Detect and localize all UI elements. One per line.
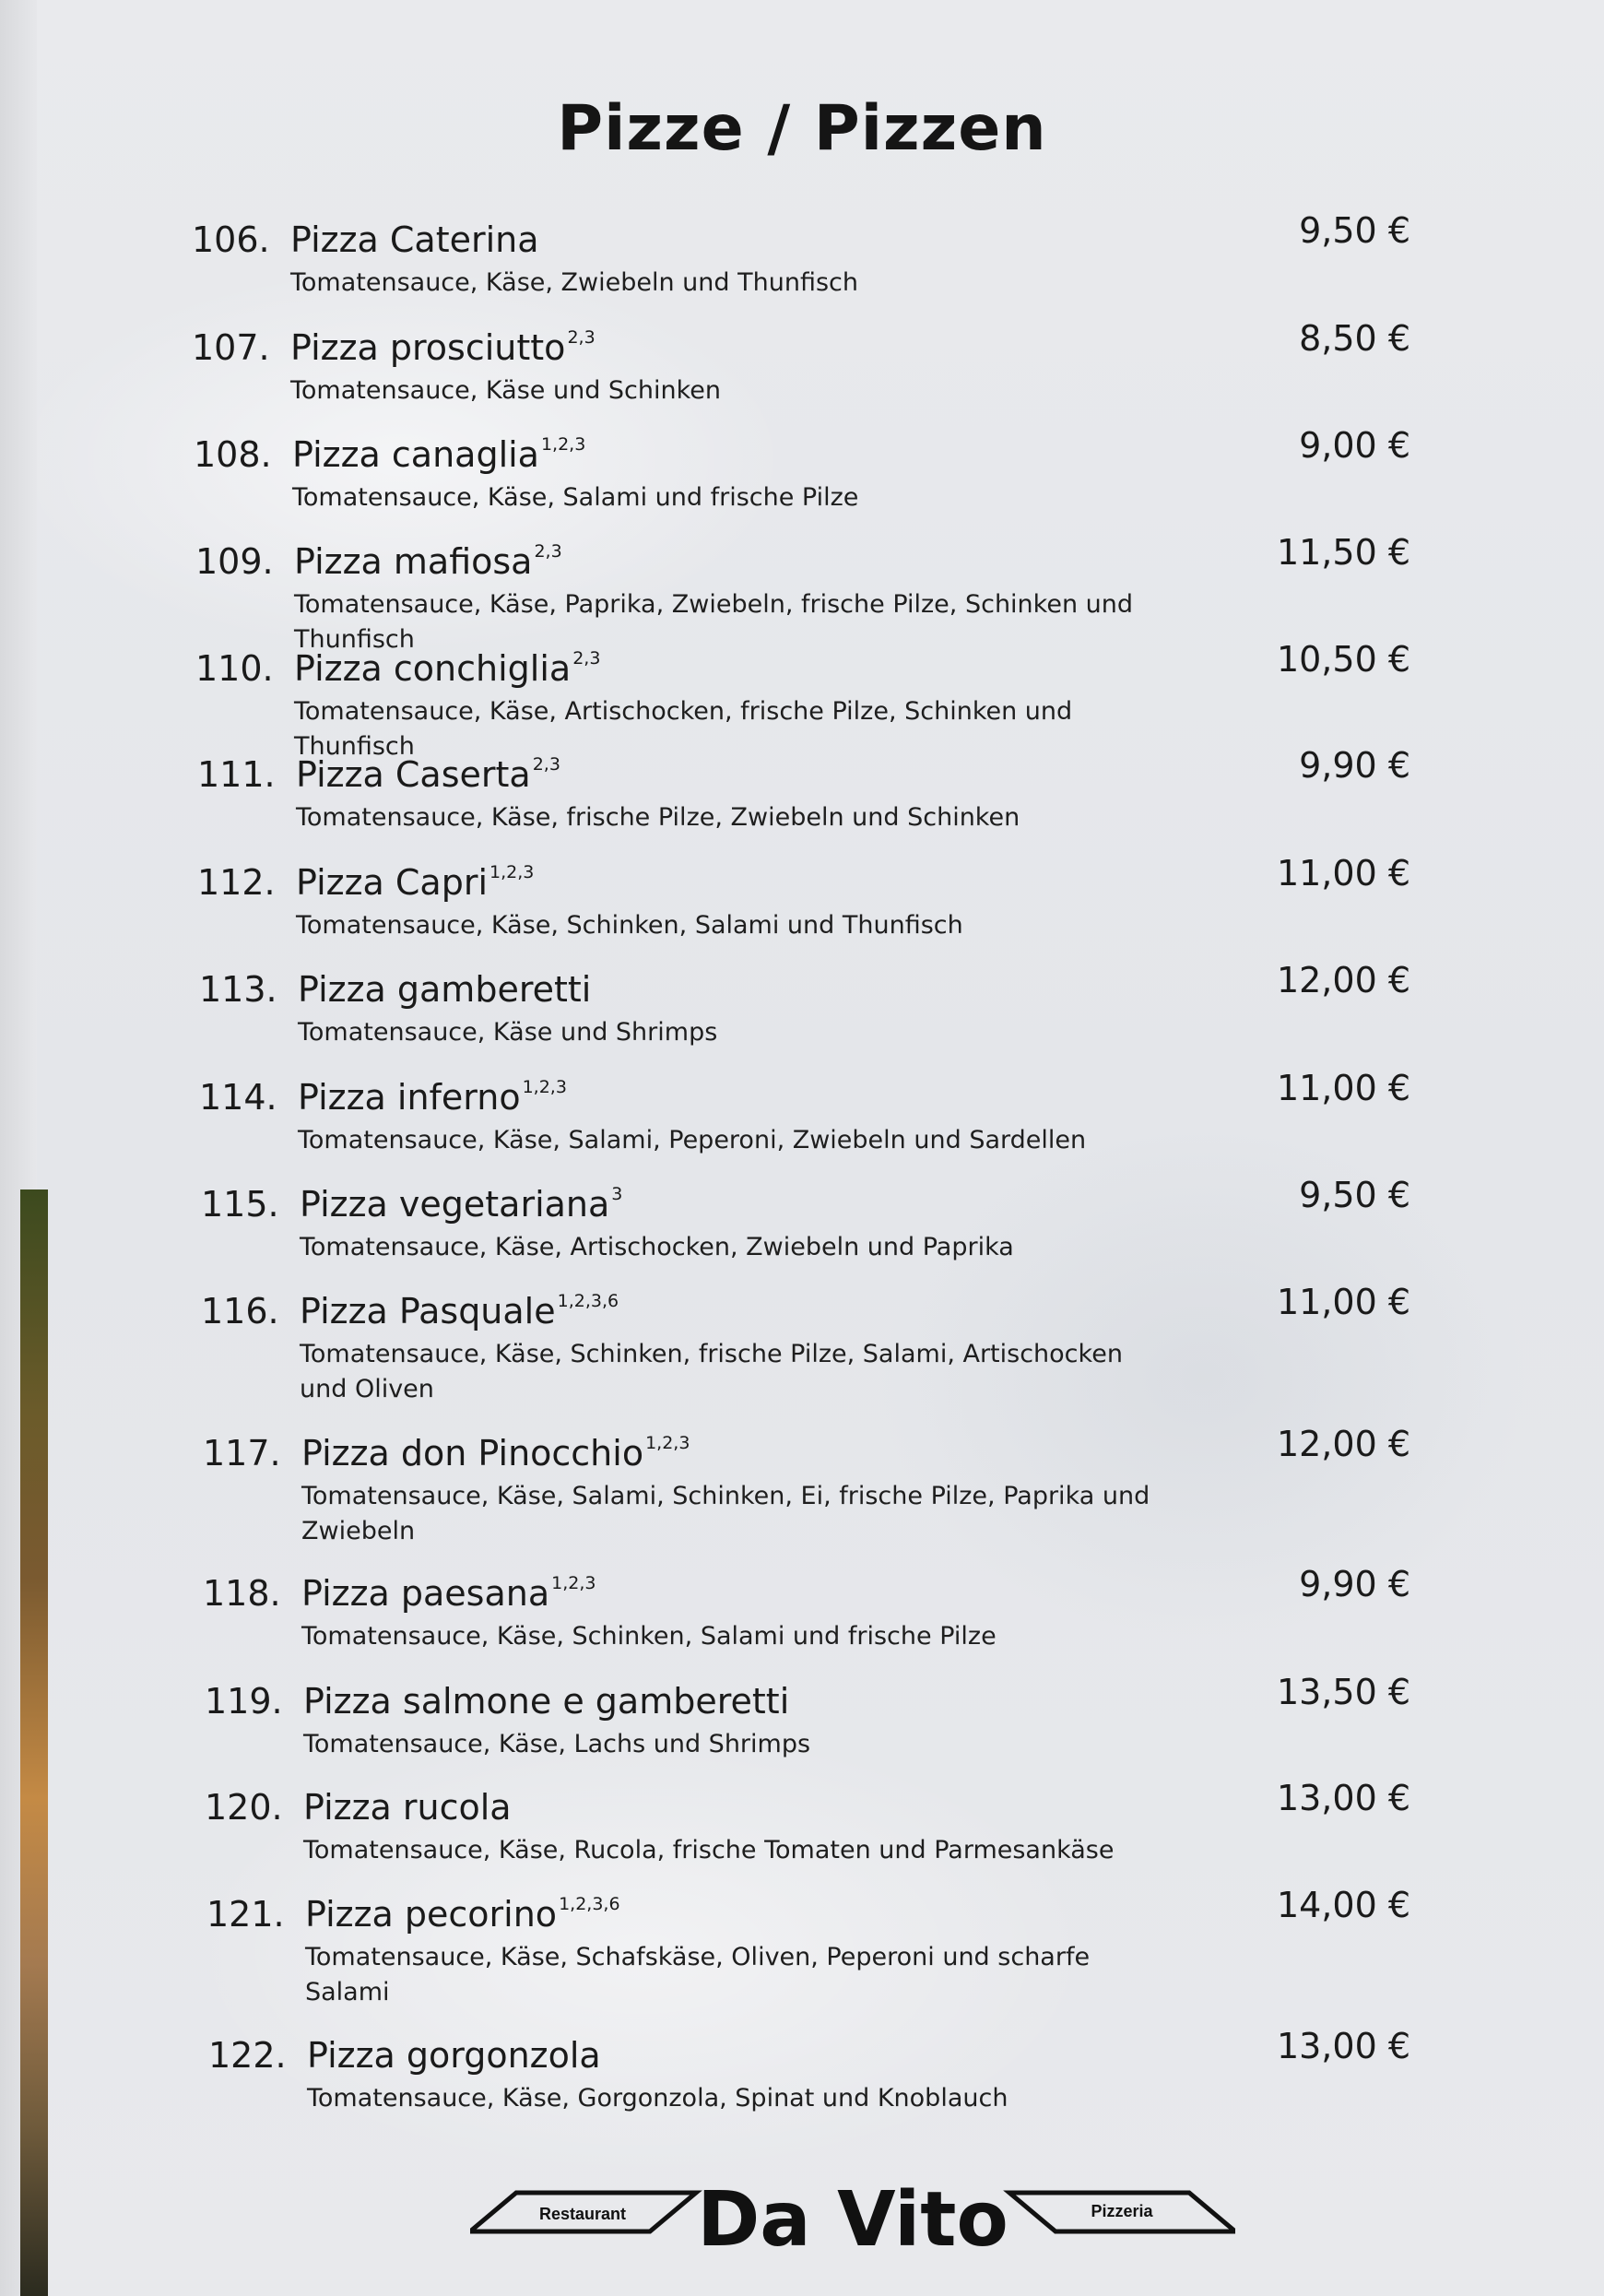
item-name [296,862,534,903]
item-number: 106. [192,219,270,260]
item-description: Tomatensauce, Käse, Salami und frische Pilze [292,483,859,512]
item-description: Tomatensauce, Käse, Zwiebeln und Thunfisch [290,268,858,297]
page-title: Pizze / Pizzen [557,92,1047,165]
item-name [298,1077,567,1118]
logo-name: Da Vito [697,2176,1008,2259]
item-description: Tomatensauce, Käse, Artischocken, Zwiebeln und Paprika [300,1233,1014,1261]
menu-item [194,425,1438,545]
logo-left-tag: Restaurant [538,2205,627,2223]
item-name-text: Pizza paesana [301,1573,550,1614]
item-name-text: Pizza salmone e gamberetti [303,1681,790,1722]
item-price: 9,90 € [1299,745,1410,786]
item-price: 13,00 € [1276,1778,1410,1818]
item-name-text: Pizza Pasquale [300,1291,556,1331]
item-name-text: Pizza conchiglia [294,648,572,689]
menu-item [199,1068,1438,1188]
allergen-codes: 1,2,3 [645,1433,690,1453]
item-number: 110. [195,648,274,689]
item-name [301,1573,596,1614]
menu-item [203,1424,1438,1545]
allergen-codes: 1,2,3 [540,434,586,455]
menu-item [199,960,1438,1080]
item-price: 9,50 € [1299,210,1410,251]
item-name [305,1894,620,1935]
item-description: Tomatensauce, Käse, Rucola, frische Tomaten und Parmesankäse [303,1836,1115,1864]
item-description: Tomatensauce, Käse, Artischocken, frische Pilze, Schinken und Thunfisch [294,697,1073,761]
item-price: 11,50 € [1276,532,1410,573]
menu-item [197,745,1438,865]
item-number: 114. [199,1077,277,1118]
allergen-codes: 3 [611,1184,623,1204]
item-number: 112. [197,862,276,903]
allergen-codes: 1,2,3 [551,1573,596,1593]
item-description: Tomatensauce, Käse, Salami, Schinken, Ei, frische Pilze, Paprika und Zwiebeln [301,1482,1150,1545]
menu-item [195,639,1438,761]
item-name [301,1433,690,1473]
item-name [307,2035,601,2076]
allergen-codes: 2,3 [532,754,560,775]
item-name [303,1681,789,1722]
item-name [300,1184,622,1225]
menu-item [205,1672,1438,1792]
menu-item [201,1282,1438,1403]
item-description: Tomatensauce, Käse, Schinken, Salami und Thunfisch [296,911,963,940]
item-description: Tomatensauce, Käse und Shrimps [298,1018,718,1047]
item-name-text: Pizza mafiosa [294,541,533,582]
item-number: 119. [205,1681,283,1722]
item-name-text: Pizza canaglia [292,434,539,475]
item-number: 120. [205,1787,283,1828]
item-price: 11,00 € [1276,853,1410,894]
item-number: 115. [201,1184,279,1225]
item-name-text: Pizza vegetariana [300,1184,610,1225]
item-number: 108. [194,434,272,475]
item-name [298,969,591,1010]
menu-item [203,1564,1438,1684]
item-description: Tomatensauce, Käse, Gorgonzola, Spinat und Knoblauch [307,2084,1008,2113]
menu-item [208,2026,1438,2146]
item-price: 9,00 € [1299,425,1410,466]
item-number: 113. [199,969,277,1010]
menu-item [206,1885,1438,2006]
item-price: 14,00 € [1276,1885,1410,1925]
menu-item [197,853,1438,973]
item-description: Tomatensauce, Käse, Paprika, Zwiebeln, frische Pilze, Schinken und Thunfisch [294,590,1134,654]
item-description: Tomatensauce, Käse, Lachs und Shrimps [303,1730,811,1758]
allergen-codes: 1,2,3,6 [559,1894,620,1914]
item-name-text: Pizza Caterina [290,219,539,260]
item-name-text: Pizza gorgonzola [307,2035,601,2076]
item-price: 8,50 € [1299,318,1410,359]
item-number: 118. [203,1573,281,1614]
item-name [290,327,596,368]
item-price: 11,00 € [1276,1282,1410,1322]
item-name [294,648,600,689]
item-name-text: Pizza don Pinocchio [301,1433,644,1473]
item-number: 107. [192,327,270,368]
logo-right-tag: Pizzeria [1091,2202,1153,2220]
item-name-text: Pizza inferno [298,1077,521,1118]
menu-item [192,210,1438,330]
menu-item [195,532,1438,654]
item-name [300,1291,619,1331]
item-name [290,219,539,260]
item-description: Tomatensauce, Käse und Schinken [290,376,722,405]
item-description: Tomatensauce, Käse, Schinken, Salami und frische Pilze [301,1622,997,1651]
edge-photo-strip [20,1189,48,2296]
menu-item [192,318,1438,438]
item-number: 109. [195,541,274,582]
item-name [303,1787,512,1828]
restaurant-logo [470,2167,1235,2259]
item-price: 10,50 € [1276,639,1410,680]
item-number: 111. [197,754,276,795]
item-price: 13,00 € [1276,2026,1410,2066]
item-description: Tomatensauce, Käse, frische Pilze, Zwiebeln und Schinken [296,803,1020,832]
item-name-text: Pizza prosciutto [290,327,566,368]
item-name-text: Pizza Capri [296,862,489,903]
item-name-text: Pizza pecorino [305,1894,558,1935]
item-number: 122. [208,2035,287,2076]
item-description: Tomatensauce, Käse, Schafskäse, Oliven, Peperoni und scharfe Salami [305,1943,1091,2006]
item-price: 9,50 € [1299,1175,1410,1215]
item-description: Tomatensauce, Käse, Schinken, frische Pilze, Salami, Artischocken und Oliven [300,1340,1123,1403]
allergen-codes: 2,3 [572,648,601,669]
allergen-codes: 1,2,3,6 [557,1291,619,1311]
menu-item [205,1778,1438,1898]
item-name [296,754,560,795]
allergen-codes: 2,3 [567,327,596,348]
item-price: 9,90 € [1299,1564,1410,1604]
item-name [292,434,585,475]
allergen-codes: 1,2,3 [522,1077,567,1097]
menu-item [201,1175,1438,1295]
allergen-codes: 1,2,3 [489,862,535,882]
item-number: 121. [206,1894,285,1935]
item-name [294,541,562,582]
item-price: 12,00 € [1276,1424,1410,1464]
item-price: 12,00 € [1276,960,1410,1000]
item-name-text: Pizza rucola [303,1787,512,1828]
item-name-text: Pizza gamberetti [298,969,592,1010]
item-number: 116. [201,1291,279,1331]
item-name-text: Pizza Caserta [296,754,531,795]
item-price: 11,00 € [1276,1068,1410,1108]
item-number: 117. [203,1433,281,1473]
item-price: 13,50 € [1276,1672,1410,1712]
item-description: Tomatensauce, Käse, Salami, Peperoni, Zwiebeln und Sardellen [298,1126,1087,1154]
allergen-codes: 2,3 [534,541,562,562]
